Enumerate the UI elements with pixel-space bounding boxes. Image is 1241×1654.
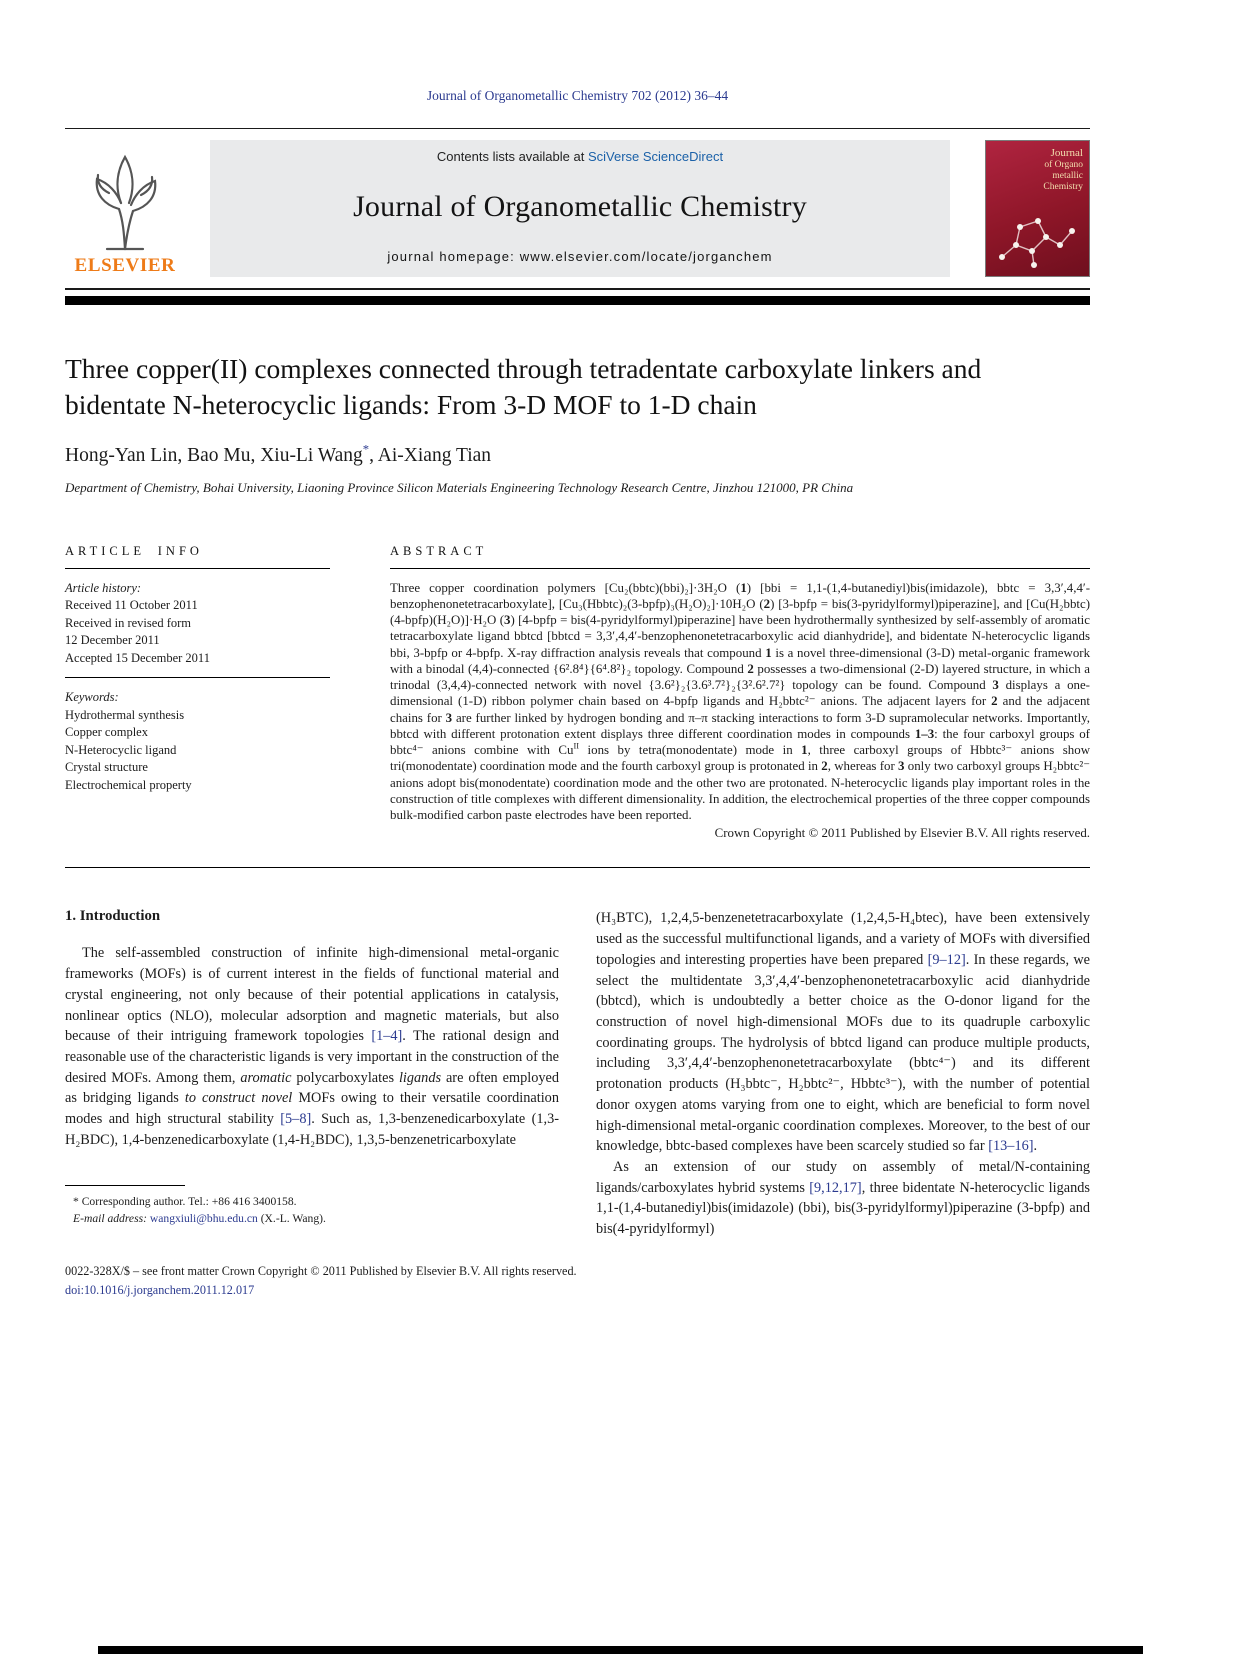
elsevier-wordmark: ELSEVIER (74, 255, 176, 276)
cover-molecule-graphic (994, 207, 1080, 271)
introduction-section (65, 908, 1090, 1240)
email-note: E-mail address: wangxiuli@bhu.edu.cn (X.-L. Wang). (73, 1211, 326, 1225)
body-column-left (65, 908, 559, 1240)
intro-paragraph-right-1: (H₃BTC), 1,2,4,5-benzenetetracarboxylate (1,2,4,5-H₄btec), have been extensively used as the successful multifunctional ligands, and a variety of MOFs with diversified topologies and interesting properties have been prepared [9–12]. In these regards, we select the multidentate 3,3′,4,4′-benzophenonetetracarboxylic acid dianhydride (bbtcd), which is undoubtedly a better choice as the O-donor ligand for the construction of novel high-dimensional MOFs due to its quadruple carboxylic coordinating groups. The hydrolysis of bbtcd ligand can produce multiple products, including 3,3′,4,4′-benzophenonetetracarboxylate (bbtc⁴⁻) and its different protonation products (H₃bbtc⁻, H₂bbtc²⁻, Hbbtc³⁻), with the number of potential donor oxygen atoms varying from one to eight, which are beneficial to form novel high-dimensional metal-organic coordination complexes. Moreover, to the best of our knowledge, bbtc-based complexes have been scarcely studied so far [13–16]. (596, 910, 1090, 1155)
doi-link[interactable]: doi:10.1016/j.jorganchem.2011.12.017 (65, 1282, 255, 1297)
sciencedirect-link[interactable]: SciVerse ScienceDirect (587, 149, 724, 164)
abstract-copyright: Crown Copyright © 2011 Published by Elsevier B.V. All rights reserved. (714, 826, 1090, 841)
history-line: Received in revised form (65, 615, 191, 630)
article-title: Three copper(II) complexes connected through tetradentate carboxylate linkers and bidentate N-heterocyclic ligands: From 3-D MOF to 1-D chain (65, 352, 982, 421)
abstract-heading: ABSTRACT (390, 544, 1090, 569)
citation-link[interactable]: [9,12,17] (809, 1179, 862, 1196)
journal-title: Journal of Organometallic Chemistry (353, 189, 807, 223)
abstract-section (390, 544, 1090, 842)
section-divider-rule (65, 867, 1090, 868)
corresponding-author-note: * Corresponding author. Tel.: +86 416 3400158. (73, 1194, 297, 1208)
history-line: 12 December 2011 (65, 633, 160, 648)
cover-title-line: Journal (1050, 147, 1083, 159)
header-rule-thin (65, 288, 1090, 290)
imprint (65, 1262, 1090, 1300)
citation-link[interactable]: [9–12] (927, 951, 966, 968)
keyword: N-Heterocyclic ligand (65, 742, 177, 757)
cover-title (1043, 147, 1083, 194)
keyword: Electrochemical property (65, 777, 192, 792)
email-link[interactable]: wangxiuli@bhu.edu.cn (149, 1211, 258, 1225)
history-line: Accepted 15 December 2011 (65, 650, 210, 665)
header-rule-thick (65, 296, 1090, 305)
journal-cover-thumbnail (985, 140, 1090, 277)
cover-title-line: Chemistry (1043, 182, 1083, 193)
journal-homepage-link[interactable]: journal homepage: www.elsevier.com/locate/jorganchem (387, 249, 773, 264)
abstract-text: Three copper coordination polymers [Cu₂(bbtc)(bbi)₂]·3H₂O (1) [bbi = 1,1-(1,4-butanediyl)bis(imidazole), bbtc = 3,3′,4,4′-benzophenonetetracarboxylate], [Cu₃(Hbbtc)₂(3-bpfp)₃(H₂O)₂]·10H₂O (2) [3-bpfp = bis(3-pyridylformyl)piperazine], and [Cu(H₂bbtc)(4-bpfp)(H₂O)]·H₂O (3) [4-bpfp = bis(4-pyridylformyl)piperazine] have been hydrothermally synthesized by self-assembly of aromatic tetracarboxylate ligand bbtcd [bbtcd = 3,3′,4,4′-benzophenonetetracarboxylic acid dianhydride], and bidentate N-heterocyclic ligands bbi, 3-bpfp or 4-bpfp. X-ray diffraction analysis reveals that compound 1 is a novel three-dimensional (3-D) metal-organic framework with a binodal (4,4)-connected {6².8⁴}{6⁴.8²}₂ topology. Compound 2 possesses a two-dimensional (2-D) layered structure, in which a trinodal (3,4,4)-connected network with novel {3.6²}₂{3.6³.7²}₂{3².6².7²} topology can be found. Compound 3 displays a one-dimensional (1-D) ribbon polymer chain based on 4-bpfp ligands and H₂bbtc²⁻ anions. The adjacent layers for 2 and the adjacent chains for 3 are further linked by hydrogen bonding and π–π stacking interactions to form 3-D supramolecular networks. Importantly, bbtcd with different protonation extent displays three different coordination modes in compounds 1–3: the four carboxyl groups of bbtc⁴⁻ anions combine with $Cu^{II}$ ions by tetra(monodentate) mode in 1, three carboxyl groups of Hbbtc³⁻ anions show tri(monodentate) coordination mode and the fourth carboxyl group is protonated in 2, whereas for 3 only two carboxyl groups H₂bbtc²⁻ anions adopt bis(monodentate) coordination mode and the other two are protonated. N-heterocyclic ligands play important roles in the construction of title complexes with different dimensionality. In addition, the electrochemical properties of the three copper compounds bulk-modified carbon paste electrodes have been reported. (390, 580, 1091, 823)
keyword: Crystal structure (65, 760, 148, 775)
journal-banner-panel (210, 140, 950, 277)
keyword: Copper complex (65, 725, 148, 740)
intro-paragraph-left: The self-assembled construction of infinite high-dimensional metal-organic frameworks (MOFs) is of current interest in the fields of functional material and crystal engineering, not only because of their potential applications in catalysis, nonlinear optics (NLO), molecular adsorption and magnetic materials, but also because of their intriguing framework topologies [1–4]. The rational design and reasonable use of the characteristic ligands is very important in the construction of the desired MOFs. Among them, aromatic polycarboxylates ligands are often employed as bridging ligands to construct novel MOFs owing to their versatile coordination modes and high structural stability [5–8]. Such as, 1,3-benzenedicarboxylate (1,3-H₂BDC), 1,4-benzenedicarboxylate (1,4-H₂BDC), 1,3,5-benzenetricarboxylate (65, 945, 559, 1148)
history-line: Received 11 October 2011 (65, 598, 198, 613)
affiliation: Department of Chemistry, Bohai University, Liaoning Province Silicon Materials Engineering Technology Research Centre, Jinzhou 121000, PR China (65, 479, 854, 495)
corresponding-author-mark[interactable]: * (362, 442, 370, 457)
keyword: Hydrothermal synthesis (65, 707, 185, 722)
cover-title-line: metallic (1052, 171, 1083, 182)
introduction-heading: 1. Introduction (65, 908, 161, 925)
elsevier-logo (65, 140, 185, 277)
issn-line: 0022-328X/$ – see front matter Crown Copyright © 2011 Published by Elsevier B.V. All rights reserved. (65, 1263, 577, 1278)
citation-link[interactable]: [5–8] (280, 1111, 312, 1128)
elsevier-tree-icon (81, 149, 169, 253)
article-info-heading: ARTICLE INFO (65, 544, 330, 569)
footnote (65, 1185, 559, 1228)
footnote-rule (65, 1185, 185, 1186)
keywords-label: Keywords: (65, 690, 119, 705)
citation-link[interactable]: [13–16] (988, 1138, 1034, 1155)
header-banner (65, 128, 1090, 305)
page-bottom-bar (98, 1646, 1143, 1654)
doi-line (65, 1281, 1090, 1300)
intro-paragraph-right-2: As an extension of our study on assembly of metal/N-containing ligands/carboxylates hybrid systems [9,12,17], three bidentate N-heterocyclic ligands 1,1-(1,4-butanediyl)bis(imidazole) (bbi), bis(3-pyridylformyl)piperazine (3-bpfp) and bis(4-pyridylformyl) (596, 1159, 1090, 1238)
cover-title-line: of Organo (1044, 159, 1083, 170)
article-info-section (65, 544, 330, 842)
citation-link[interactable]: [1–4] (371, 1028, 403, 1045)
body-column-right (596, 908, 1090, 1240)
article-history-label: Article history: (65, 580, 142, 595)
contents-line: Contents lists available at SciVerse ScienceDirect (436, 149, 724, 164)
authors-line: Hong-Yan Lin, Bao Mu, Xiu-Li Wang*, Ai-Xiang Tian (65, 442, 492, 466)
article-info-divider (65, 677, 330, 678)
info-abstract-section (65, 544, 1090, 842)
journal-ref-link[interactable]: Journal of Organometallic Chemistry 702 (2012) 36–44 (426, 88, 729, 103)
